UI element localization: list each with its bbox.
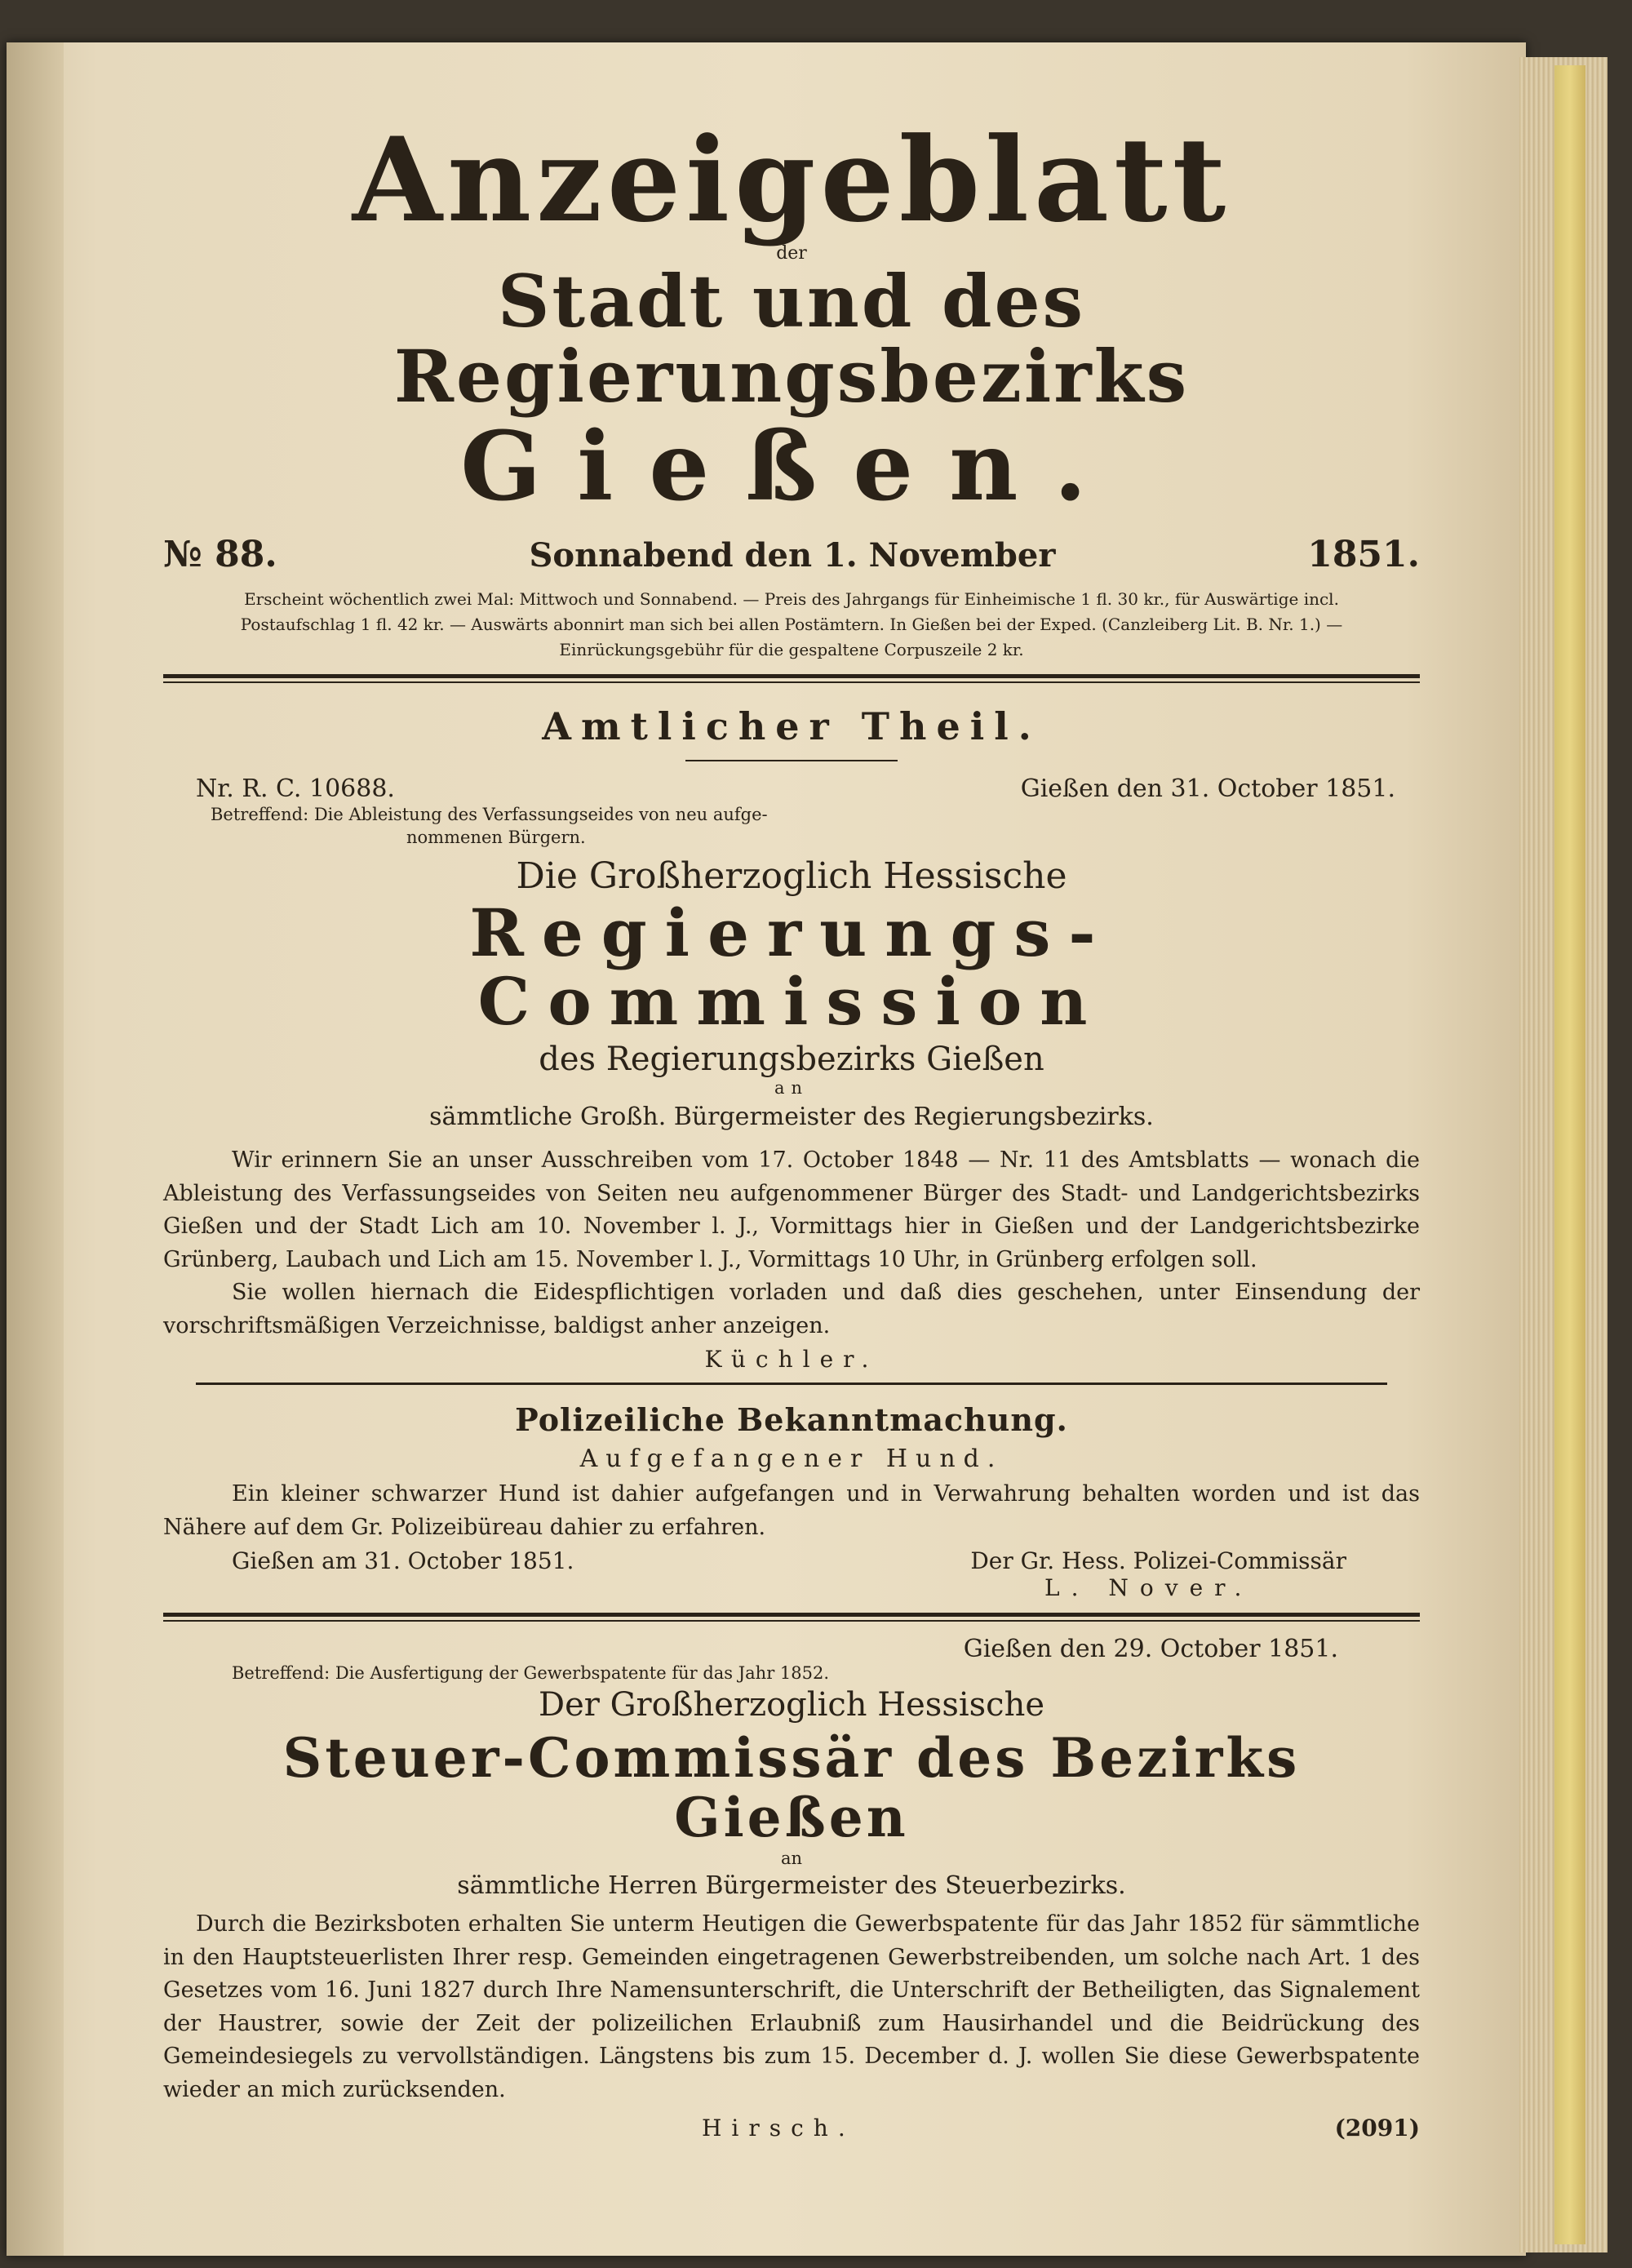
official-betreffend (211, 803, 1420, 850)
police-heading: Polizeiliche Bekanntmachung. (515, 1401, 1068, 1439)
issue-number: № 88. (163, 533, 277, 575)
publication-info-line2: Postaufschlag 1 fl. 42 kr. — Auswärts abonnirt man sich bei allen Postämtern. In Gießen bei der Exped. (Canzleiberg Lit. B. Nr. 1.) — (240, 614, 1343, 634)
newspaper-page (163, 113, 1420, 2142)
header-divider (163, 674, 1420, 683)
official-betreffend-label: Betreffend: (211, 804, 309, 824)
section-divider-1 (196, 1383, 1387, 1385)
issue-date: Sonnabend den 1. November (529, 535, 1056, 575)
masthead-subtitle: Stadt und des Regierungsbezirks (393, 259, 1190, 419)
section-divider-2 (163, 1613, 1420, 1622)
issue-year: 1851. (1307, 533, 1420, 575)
official-body-1: Wir erinnern Sie an unser Ausschreiben vom 17. October 1848 — Nr. 11 des Amtsblatts — wonach die Ableistung des Verfassungseides von Seiten neu aufgenommener Bürger des Stadt- und Landgerichtsbezirks Gießen und der Stadt Lich am 10. November l. J., Vormittags hier in Gießen und der Landgerichtsbezirke Grünberg, Laubach und Lich am 15. November l. J., Vormittags 10 Uhr, in Grünberg erfolgen soll. (163, 1147, 1420, 1272)
tax-number: (2091) (1334, 2115, 1420, 2142)
police-footer-row (163, 1547, 1420, 1574)
binding-fold (7, 42, 64, 2256)
masthead-title: Anzeigeblatt (352, 113, 1231, 248)
tax-betreffend-text: Die Ausfertigung der Gewerbspatente für das Jahr 1852. (335, 1663, 830, 1684)
police-signature: L. Nover. (1044, 1574, 1253, 1602)
official-authority-1: Die Großherzoglich Hessische (516, 855, 1067, 898)
police-place-date: Gießen am 31. October 1851. (232, 1547, 574, 1575)
tax-footer-row (163, 2115, 1420, 2142)
official-an: an (774, 1078, 809, 1098)
tax-authority-2: Steuer-Commissär des Bezirks Gießen (282, 1726, 1301, 1849)
official-ref: Nr. R. C. 10688. (196, 774, 395, 803)
publication-info-line3: Einrückungsgebühr für die gespaltene Corpuszeile 2 kr. (559, 639, 1024, 659)
police-official-title: Der Gr. Hess. Polizei-Commissär (970, 1547, 1346, 1575)
issue-dateline (163, 534, 1420, 575)
official-authority-2: Regierungs-Commission (469, 894, 1114, 1041)
gilded-edge (1554, 65, 1585, 2244)
tax-an: an (780, 1849, 803, 1869)
tax-place-date: Gießen den 29. October 1851. (963, 1635, 1338, 1664)
tax-body: Durch die Bezirksboten erhalten Sie unterm Heutigen die Gewerbspatente für das Jahr 1852 für sämmtliche in den Hauptsteuerlisten Ihrer resp. Gemeinden eingetragenen Gewerbstreibenden, um solche nach Art. 1 des Gesetzes vom 16. Juni 1827 durch Ihre Namensunterschrift, die Unterschrift der Betheiligten, das Signalement der Haustrer, sowie der Zeit der polizeilichen Erlaubniß zum Hausirhandel und die Beidrückung des Gemeindesiegels zu vervollständigen. Längstens bis zum 15. December d. J. wollen Sie diese Gewerbspatente wieder an mich zurücksenden. (163, 1911, 1420, 2102)
official-body-2: Sie wollen hiernach die Eidespflichtigen vorladen und daß dies geschehen, unter Einsendung der vorschriftsmäßigen Verzeichnisse, baldigst anher anzeigen. (163, 1280, 1420, 1338)
publication-info (163, 587, 1420, 663)
official-signature: Küchler. (704, 1346, 879, 1374)
police-subheading: Aufgefangener Hund. (579, 1445, 1004, 1474)
official-place-date: Gießen den 31. October 1851. (1020, 774, 1395, 803)
masthead-der: der (776, 243, 807, 264)
tax-addressee: sämmtliche Herren Bürgermeister des Steuerbezirks. (457, 1871, 1126, 1901)
tax-betreffend (232, 1663, 1420, 1683)
publication-info-line1: Erscheint wöchentlich zwei Mal: Mittwoch und Sonnabend. — Preis des Jahrgangs für Einheimische 1 fl. 30 kr., für Auswärtige incl. (244, 588, 1339, 609)
official-betreffend-text-1: Die Ableistung des Verfassungseides von neu aufge- (313, 804, 768, 824)
official-authority-3: des Regierungsbezirks Gießen (539, 1041, 1044, 1079)
official-heading: Amtlicher Theil. (542, 703, 1041, 748)
tax-betreffend-label: Betreffend: (232, 1663, 330, 1684)
tax-signature: Hirsch. (702, 2115, 855, 2142)
official-addressee: sämmtliche Großh. Bürgermeister des Regierungsbezirks. (429, 1103, 1154, 1132)
official-betreffend-text-2: nommenen Bürgern. (406, 827, 586, 847)
police-body: Ein kleiner schwarzer Hund ist dahier aufgefangen und in Verwahrung behalten worden und ist das Nähere auf dem Gr. Polizeibüreau dahier zu erfahren. (163, 1481, 1420, 1540)
masthead-city: Gießen. (460, 411, 1123, 522)
tax-authority-1: Der Großherzoglich Hessische (539, 1686, 1044, 1724)
official-ref-row (163, 774, 1420, 803)
official-heading-rule (685, 760, 898, 761)
